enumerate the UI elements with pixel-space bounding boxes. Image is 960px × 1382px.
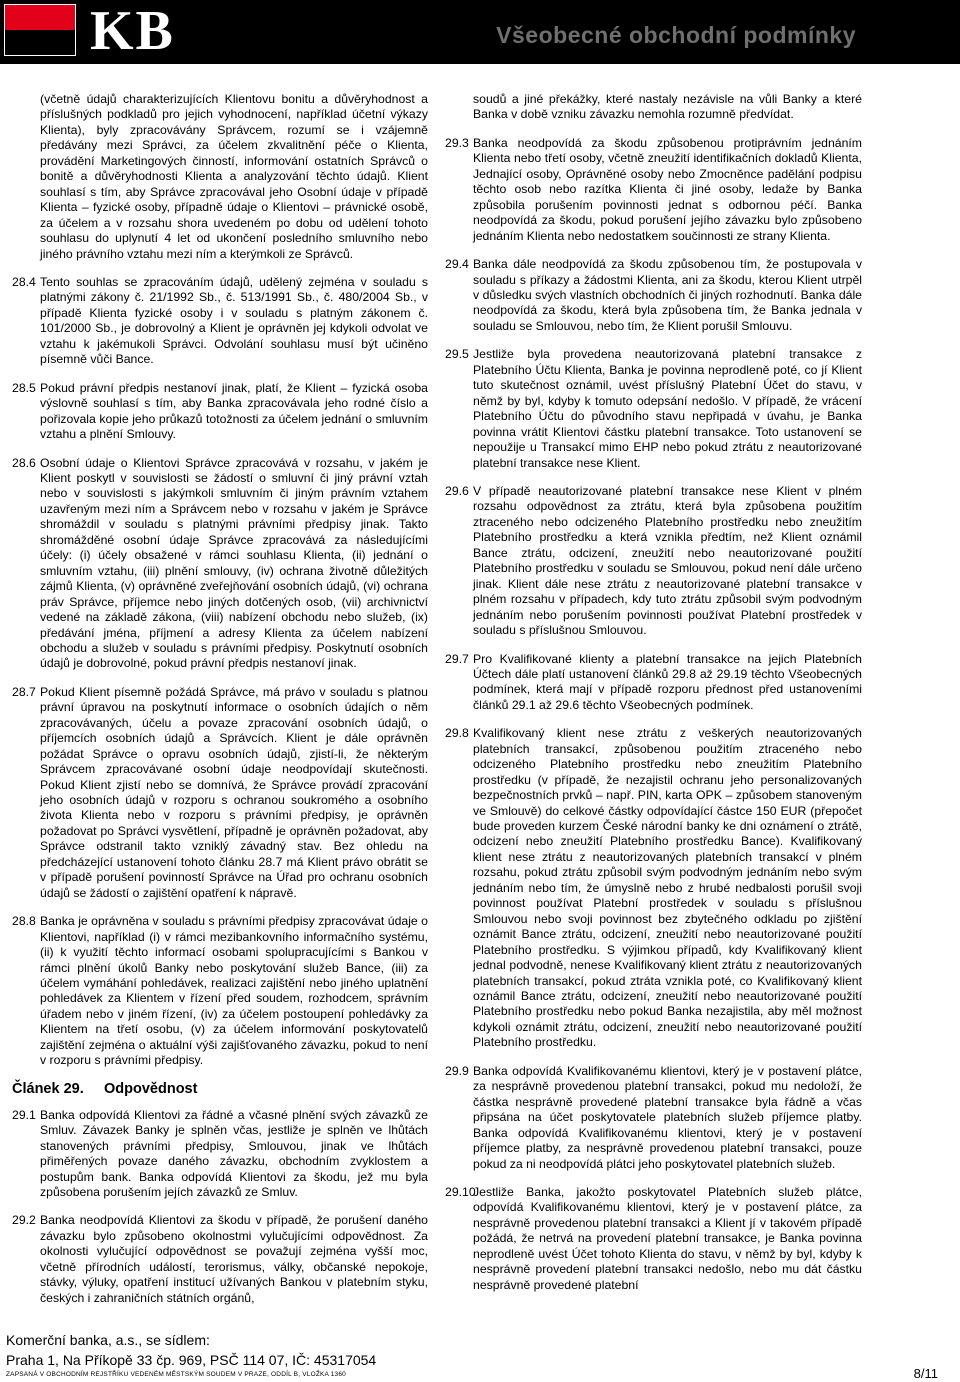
paragraph-text: Pro Kvalifikované klienty a platební transakce na jejich Platebních Účtech dále platí ustanovení článků 29.8 až 29.19 těchto Všeobecných podmínek, která mají v případě rozporu přednost před ustanoveními článků 29.1 až 29.6 těchto Všeobecných podmínek. — [473, 651, 862, 712]
paragraph-text: Banka neodpovídá Klientovi za škodu v případě, že porušení daného závazku bylo způsobeno okolnostmi vylučujícími odpovědnost. Za okolnosti vylučující odpovědnost se považují zejména vyšší moc, včetně přírodních událostí, terorismus, války, občanské nepokoje, stávky, výluky, opatření institucí užívaných Bankou v platebním styku, českých i zahraničních státních orgánů, — [40, 1213, 428, 1305]
paragraph-29-5 — [445, 347, 862, 471]
article-title: Odpovědnost — [104, 1080, 198, 1097]
paragraph-text: Pokud Klient písemně požádá Správce, má právo v souladu s platnou právní úpravou na poskytnutí informace o osobních údajích o něm zpracovávaných, účelu a povaze zpracování osobních údajů, o příjemcích osobních údajů a Správcích. Klient je dále oprávněn požádat Správce o opravu osobních údajů, zjistí-li, že některým Správcem zpracovávané osobní údaje neodpovídají skutečnosti. Pokud Klient zjistí nebo se domnívá, že Správce provádí zpracování jeho osobních údajů v rozporu s ochranou soukromého a osobního života Klienta nebo v rozporu s právními předpisy, je oprávněn požadovat po Správci vysvětlení, případně je oprávněn požadovat, aby Správce odstranil takto vzniklý závadný stav. Bez ohledu na předcházející ustanovení tohoto článku 28.7 má Klient právo obrátit se v případě porušení povinností Správce na Úřad pro ochranu osobních údajů se žádostí o zajištění opatření k nápravě. — [40, 684, 428, 900]
paragraph-29-9 — [445, 1064, 862, 1172]
continued-paragraph — [12, 92, 428, 262]
logo-text: KB — [90, 0, 175, 62]
paragraph-29-4 — [445, 257, 862, 334]
paragraph-text: Banka odpovídá Kvalifikovanému klientovi, který je v postavení plátce, za nesprávně provedenou platební transakci, pokud mu nedoloží, že částka nesprávně provedené platební transakce byla řádně a včas připsána na účet poskytovatele platebních služeb příjemce platby. Banka odpovídá Kvalifikovanému klientovi, který je v postavení příjemce platby, za nesprávně provedenou platební transakci, pouze pokud za ni neodpovídá plátci jeho poskytovatel platebních služeb. — [473, 1063, 862, 1171]
paragraph-number: 28.4 — [12, 274, 36, 289]
paragraph-number: 29.10 — [445, 1185, 476, 1199]
left-column — [12, 92, 428, 1319]
paragraph-number: 29.6 — [445, 483, 469, 498]
paragraph-number: 29.8 — [445, 726, 469, 741]
paragraph-number: 28.6 — [12, 455, 36, 470]
paragraph-text: Banka dále neodpovídá za škodu způsobenou tím, že postupovala v souladu s příkazy a žádostmi Klienta, ani za škodu, kterou Klient utrpěl v důsledku svých vlastních obchodních či jiných rozhodnutí. Banka dále neodpovídá za škodu, která byla způsobena tím, že Banka jednala v souladu se Smlouvou, nebo tím, že Klient porušil Smlouvu. — [473, 257, 862, 333]
paragraph-29-3 — [445, 136, 862, 244]
paragraph-text: Osobní údaje o Klientovi Správce zpracovává v rozsahu, v jakém je Klient poskytl v souvislosti se žádostí o smluvní či jiný právní vztah nebo v souvislosti s jakýmkoli smluvním či jiným právním vztahem uzavřeným mezi ním a Správcem nebo v rozsahu v jakém je Správce shromáždil v souladu s platnými právními předpisy jinak. Takto shromážděné osobní údaje Správce zpracovává za následujícími účely: (i) účely obsažené v rámci souhlasu Klienta, (ii) jednání o smluvním vztahu, (iii) plnění smlouvy, (iv) ochrana životně důležitých zájmů Klienta, (v) oprávněné zveřejňování osobních údajů, (vi) ochrana práv Správce, příjemce nebo jiných dotčených osob, (vii) archivnictví vedené na základě zákona, (viii) nabízení obchodu nebo služeb, (ix) předávání jména, příjmení a adresy Klienta za účelem nabízení obchodu a služeb v souladu s právními předpisy. Poskytnutí osobních údajů je dobrovolné, pokud právní předpis nestanoví jinak. — [40, 455, 428, 671]
paragraph-29-10 — [445, 1185, 862, 1293]
paragraph-text: Pokud právní předpis nestanoví jinak, platí, že Klient – fyzická osoba výslovně souhlasí s tím, aby Banka zpracovávala jeho rodné číslo a pořizovala kopie jeho průkazů totožnosti za účelem jednání o smluvním vztahu a plnění Smlouvy. — [40, 380, 428, 442]
article-number: Článek 29. — [12, 1080, 84, 1097]
continued-paragraph — [445, 92, 862, 123]
paragraph-29-2 — [12, 1213, 428, 1306]
article-heading — [12, 1082, 428, 1100]
paragraph-text: Kvalifikovaný klient nese ztrátu z veškerých neautorizovaných platebních transakcí, způsobenou použitím ztraceného nebo odcizeného Platebního prostředku nebo zneužitím Platebního prostředku (v případě, že nezajistil ochranu jeho personalizovaných bezpečnostních prvků – např. PIN, karta OPK – způsobem stanoveným ve Smlouvě) do celkové částky odpovídající částce 150 EUR (přepočet bude proveden kurzem České národní banky ke dni oznámení o ztrátě, odcizení nebo zneužití Platebního prostředku Bance). Kvalifikovaný klient nese ztrátu z neautorizovaných platebních transakcí v plném rozsahu, pokud ztrátu způsobil svým podvodným jednáním nebo svým jednáním nebo tím, že úmyslně nebo z hrubé nedbalosti porušil svoji povinnost používat Platební prostředek v souladu s příslušnou Smlouvou nebo svoji povinnost bez zbytečného odkladu po zjištění oznámit Bance ztrátu, odcizení, zneužití nebo neautorizované použití Platebního prostředku. S výjimkou případů, kdy Kvalifikovaný klient jednal podvodně, nenese Kvalifikovaný klient ztrátu z neautorizovaných platebních transakcí, pokud ztráta vznikla poté, co Kvalifikovaný klient oznámil Bance ztrátu, odcizení, zneužití nebo neautorizované použití Platebního prostředku nebo pokud Banka nezajistila, aby měl možnost kdykoli oznámit ztrátu, odcizení, zneužití nebo neautorizované použití Platebního prostředku. — [473, 726, 862, 1050]
paragraph-number: 29.9 — [445, 1063, 469, 1078]
paragraph-text: Jestliže byla provedena neautorizovaná platební transakce z Platebního Účtu Klienta, Banka je povinna neprodleně poté, co jí Klient tuto skutečnost oznámil, uvést příslušný Platební Účet do stavu, v němž by byl, kdyby k tomuto odepsání nedošlo. V případě, že vrácení Platebního Účtu do původního stavu nepřipadá v úvahu, je Banka povinna vrátit Klientovi částku platební transakce. Toto ustanovení se nepoužije u Transakcí mimo EHP nebo pokud ztrátu z neautorizované platební transakce nese Klient. — [473, 347, 862, 470]
kb-logo-icon — [4, 4, 76, 56]
right-column — [445, 92, 862, 1306]
paragraph-29-1 — [12, 1108, 428, 1201]
paragraph-28-7 — [12, 685, 428, 901]
page-number: 8/11 — [913, 1366, 938, 1381]
page-footer — [6, 1326, 956, 1382]
paragraph-number: 29.2 — [12, 1213, 36, 1228]
page-header — [0, 0, 960, 64]
paragraph-28-6 — [12, 456, 428, 672]
paragraph-29-7 — [445, 652, 862, 714]
paragraph-number: 29.3 — [445, 135, 469, 150]
paragraph-number: 29.7 — [445, 651, 469, 666]
paragraph-29-8 — [445, 726, 862, 1051]
paragraph-29-6 — [445, 484, 862, 639]
paragraph-28-5 — [12, 381, 428, 443]
paragraph-text: Jestliže Banka, jakožto poskytovatel Platebních služeb plátce, odpovídá Kvalifikovanému klientovi, který je v postavení plátce, za nesprávně provedenou platební transakci a Klient jí v takovém případě požádá, že netrvá na provedení platební transakce, je Banka povinna neprodleně uvést Účet tohoto Klienta do stavu, v němž by byl, kdyby k nesprávně provedení platební transakci nedošlo, nebo mu dát částku nesprávně provedené platební — [473, 1185, 862, 1292]
paragraph-28-4 — [12, 275, 428, 368]
paragraph-28-8 — [12, 914, 428, 1069]
paragraph-number: 29.1 — [12, 1107, 36, 1122]
paragraph-number: 29.5 — [445, 347, 469, 362]
paragraph-text: V případě neautorizované platební transakce nese Klient v plném rozsahu odpovědnost za ztrátu, která byla způsobena použitím ztraceného nebo odcizeného Platebního prostředku nebo zneužitím Platebního prostředku a která vznikla předtím, než Klient oznámil Bance ztrátu, odcizení, zneužití nebo neautorizované použití Platebního prostředku v souladu se Smlouvou, pokud není dále určeno jinak. Klient dále nese ztrátu z neautorizované platební transakce v plném rozsahu v případech, kdy tuto ztrátu způsobil svým podvodným jednáním nebo porušením povinnosti používat Platební prostředek v souladu s příslušnou Smlouvou. — [473, 483, 862, 638]
document-title: Všeobecné obchodní podmínky — [496, 22, 856, 48]
paragraph-text: Tento souhlas se zpracováním údajů, udělený zejména v souladu s platnými zákony č. 21/1992 Sb., č. 513/1991 Sb., č. 480/2004 Sb., v případě Klienta fyzické osoby i v souladu s platným zákonem č. 101/2000 Sb., je dobrovolný a Klient je oprávněn jej kdykoli odvolat ve vztahu k jakémukoli Správci. Odvolání souhlasu musí být učiněno písemně vůči Bance. — [40, 274, 428, 367]
paragraph-text: soudů a jiné překážky, které nastaly nezávisle na vůli Banky a které Banka v době vzniku závazku nemohla rozumně předvídat. — [473, 92, 862, 122]
paragraph-number: 28.7 — [12, 684, 36, 699]
paragraph-number: 28.8 — [12, 914, 36, 929]
footer-company: Komerční banka, a.s., se sídlem: — [6, 1332, 210, 1348]
footer-address: Praha 1, Na Příkopě 33 čp. 969, PSČ 114 07, IČ: 45317054 — [6, 1352, 377, 1368]
paragraph-number: 28.5 — [12, 380, 36, 395]
paragraph-text: Banka je oprávněna v souladu s právními předpisy zpracovávat údaje o Klientovi, například (i) v rámci mezibankovního informačního systému, (ii) k využití těchto informací osobami spolupracujícími s Bankou v rámci plnění úkolů Banky nebo poskytování služeb Bance, (iii) za účelem vymáhání pohledávek, realizaci zajištění nebo jiného uplatnění pohledávek za Klientem v řízení před soudem, rozhodcem, správním úřadem nebo v jiném řízení, (iv) za účelem postoupení pohledávky za Klientem na třetí osobu, (v) za účelem informování poskytovatelů zajištění zejména o aktuální výši zajišťovaného závazku, pokud to není v rozporu s právními předpisy. — [40, 914, 428, 1068]
paragraph-number: 29.4 — [445, 257, 469, 272]
paragraph-text: (včetně údajů charakterizujících Klientovu bonitu a důvěryhodnost a příslušných podkladů pro jejich vyhodnocení, například účetní výkazy Klienta), byly zpracovávány Správcem, rozumí se i vzájemně předávány mezi Správci, za účelem zkvalitnění péče o Klienta, provádění Marketingových činností, informování ostatních Správců o bonitě a důvěryhodnosti Klienta a analyzování těchto údajů. Klient souhlasí s tím, aby Správce zpracovával jeho Osobní údaje v případě Klienta – fyzické osoby, případně údaje o Klientovi – právnické osobě, za účelem a v rozsahu shora uvedeném po dobu od udělení tohoto souhlasu do uplynutí 4 let od ukončení posledního smluvního nebo jiného právního vztahu mezi ním a kterýmkoli ze Správců. — [40, 92, 428, 261]
paragraph-text: Banka odpovídá Klientovi za řádné a včasné plnění svých závazků ze Smluv. Závazek Banky je splněn včas, jestliže je splněn ve lhůtách stanovených právními předpisy, Smlouvou, jinak ve lhůtách přiměřených povaze daného závazku, obchodním zvyklostem a postupům bank. Banka odpovídá Klientovi za škodu, jež mu byla způsobena porušením jejích závazků ze Smluv. — [40, 1107, 428, 1199]
footer-registry: ZAPSANÁ V OBCHODNÍM REJSTŘÍKU VEDENÉM MĚSTSKÝM SOUDEM V PRAZE, ODDÍL B, VLOŽKA 1360 — [6, 1371, 346, 1378]
paragraph-text: Banka neodpovídá za škodu způsobenou protiprávním jednáním Klienta nebo třetí osoby, včetně zneužití identifikačních dokladů Klienta, Jednající osoby, Oprávněné osoby nebo Zmocněnce padělání podpisu těchto osob nebo razítka Klienta či jiné osoby, ledaže by Banka způsobila porušením povinnosti jednat s odbornou péčí. Banka neodpovídá za škodu, pokud porušení jejího závazku bylo způsobeno jednáním Klienta nebo nedostatkem součinnosti ze strany Klienta. — [473, 135, 862, 243]
